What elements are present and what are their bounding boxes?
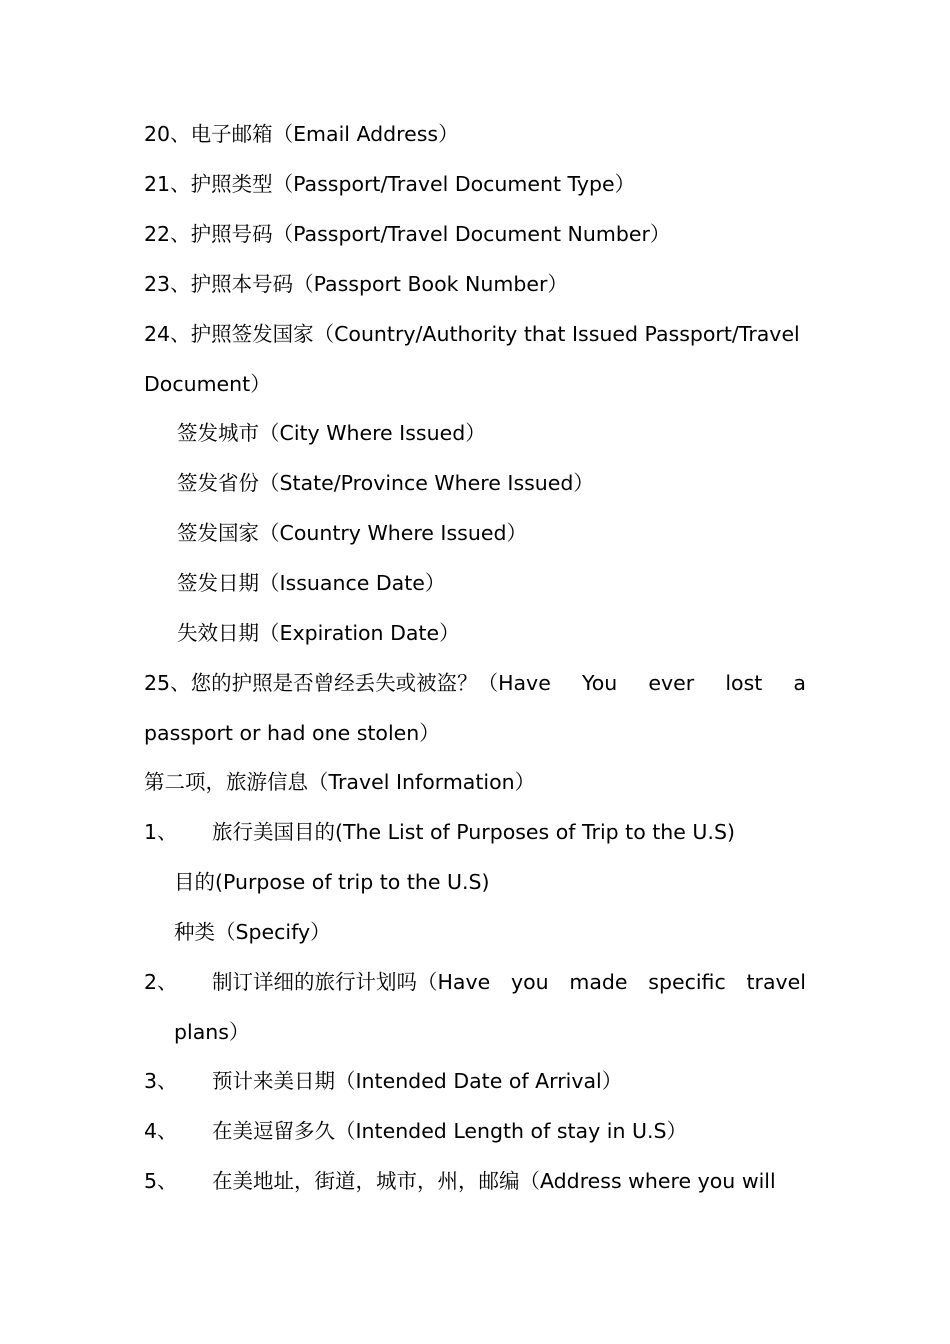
question-24-line-2: Document）: [144, 372, 271, 396]
section-heading-travel: 第二项，旅游信息（Travel Information）: [144, 770, 536, 794]
sub-item-city-issued: 签发城市（City Where Issued）: [177, 421, 486, 445]
item-word: travel: [746, 970, 806, 994]
sub-item-issuance-date: 签发日期（Issuance Date）: [177, 571, 446, 595]
item-number: 5、: [144, 1169, 178, 1193]
item-text: 旅行美国目的(The List of Purposes of Trip to the U.S): [212, 820, 735, 844]
travel-item-3: [144, 1068, 622, 1094]
item-text: 在美逗留多久（Intended Length of stay in U.S）: [212, 1119, 688, 1143]
question-25-line-2: passport or had one stolen）: [144, 721, 440, 745]
item-number: 4、: [144, 1119, 178, 1143]
question-25-word: lost: [725, 671, 763, 695]
question-20: 20、电子邮箱（Email Address）: [144, 122, 459, 146]
travel-item-2-continued: plans）: [174, 1020, 250, 1044]
item-number: 3、: [144, 1069, 178, 1093]
travel-item-5: [144, 1168, 806, 1194]
question-25-line-1: [144, 670, 806, 696]
question-22: 22、护照号码（Passport/Travel Document Number）: [144, 222, 671, 246]
travel-item-1-specify: 种类（Specify）: [174, 920, 331, 944]
travel-item-2: [144, 969, 806, 995]
question-23: 23、护照本号码（Passport Book Number）: [144, 272, 568, 296]
item-number: 1、: [144, 820, 178, 844]
sub-item-country-issued: 签发国家（Country Where Issued）: [177, 521, 527, 545]
item-text: 在美地址，街道，城市，州，邮编（Address where you will: [212, 1169, 776, 1193]
travel-item-1-purpose: 目的(Purpose of trip to the U.S): [174, 870, 490, 894]
question-24-line-1: [144, 321, 806, 347]
question-25-word: a: [793, 671, 806, 695]
question-21: 21、护照类型（Passport/Travel Document Type）: [144, 172, 636, 196]
item-word: you: [510, 970, 549, 994]
item-text: 预计来美日期（Intended Date of Arrival）: [212, 1069, 623, 1093]
question-25-word: 25、您的护照是否曾经丢失或被盗？（Have: [144, 671, 551, 695]
travel-item-4: [144, 1118, 687, 1144]
question-25-word: You: [581, 671, 618, 695]
item-word: specific: [648, 970, 726, 994]
travel-item-2-text: [212, 969, 806, 995]
sub-item-expiration-date: 失效日期（Expiration Date）: [177, 621, 460, 645]
item-number: 2、: [144, 970, 178, 994]
travel-item-1: [144, 819, 735, 845]
item-word: 制订详细的旅行计划吗（Have: [212, 970, 491, 994]
item-word: made: [569, 970, 628, 994]
sub-item-province-issued: 签发省份（State/Province Where Issued）: [177, 471, 594, 495]
question-25-word: ever: [648, 671, 695, 695]
question-24-text: 24、护照签发国家（Country/Authority that Issued Passport/Travel: [144, 322, 800, 346]
